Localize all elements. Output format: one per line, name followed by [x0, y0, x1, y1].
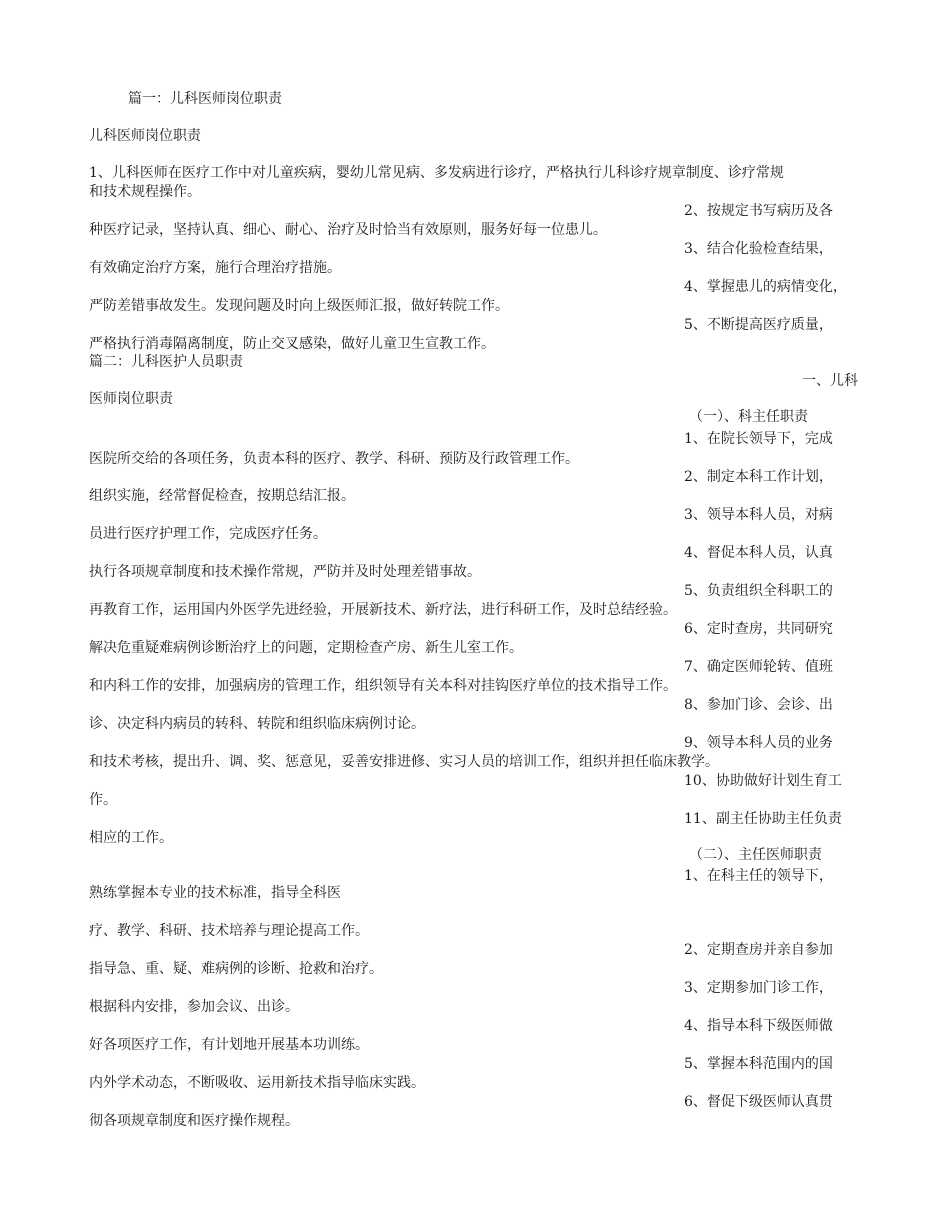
list-item: 4、督促本科人员，认真: [684, 545, 833, 561]
sub-heading: （二）、主任医师职责: [689, 847, 822, 863]
paragraph-line: 和技术考核，提出升、调、奖、惩意见，妥善安排进修、实习人员的培训工作，组织并担任临床教学。: [89, 754, 719, 770]
list-item: 7、确定医师轮转、值班: [684, 659, 833, 675]
list-item: 1、在科主任的领导下，: [684, 868, 833, 884]
paragraph-line: 好各项医疗工作，有计划地开展基本功训练。: [89, 1037, 369, 1053]
paragraph-line: 严格执行消毒隔离制度，防止交叉感染，做好儿童卫生宣教工作。: [89, 336, 495, 352]
list-item: 3、领导本科人员，对病: [684, 507, 833, 523]
paragraph-line: 1、儿科医师在医疗工作中对儿童疾病，婴幼儿常见病、多发病进行诊疗，严格执行儿科诊疗规章制度、诊疗常规: [89, 165, 784, 181]
section-title-2: 篇二：儿科医护人员职责: [89, 354, 243, 370]
section-title-1: 篇一：儿科医师岗位职责: [128, 91, 282, 107]
paragraph-line: 内外学术动态，不断吸收、运用新技术指导临床实践。: [89, 1075, 425, 1091]
list-item: 8、参加门诊、会诊、出: [684, 697, 833, 713]
list-item: 9、领导本科人员的业务: [684, 735, 833, 751]
paragraph-line: 相应的工作。: [89, 830, 173, 846]
section-heading: 一、儿科: [802, 373, 858, 389]
paragraph-line: 种医疗记录，坚持认真、细心、耐心、治疗及时恰当有效原则，服务好每一位患儿。: [89, 222, 607, 238]
paragraph-line: 根据科内安排，参加会议、出诊。: [89, 999, 299, 1015]
list-item: 1、在院长领导下，完成: [684, 431, 833, 447]
list-item: 3、结合化验检查结果，: [684, 241, 833, 257]
paragraph-line: 作。: [89, 792, 117, 808]
list-item: 2、定期查房并亲自参加: [684, 942, 833, 958]
list-item: 5、负责组织全科职工的: [684, 583, 833, 599]
paragraph-line: 严防差错事故发生。发现问题及时向上级医师汇报，做好转院工作。: [89, 298, 509, 314]
paragraph-line: 指导急、重、疑、难病例的诊断、抢救和治疗。: [89, 961, 383, 977]
paragraph-line: 诊、决定科内病员的转科、转院和组织临床病例讨论。: [89, 716, 425, 732]
list-item: 6、督促下级医师认真贯: [684, 1094, 833, 1110]
list-item: 4、指导本科下级医师做: [684, 1018, 833, 1034]
heading: 儿科医师岗位职责: [89, 128, 201, 144]
list-item: 2、制定本科工作计划，: [684, 469, 833, 485]
list-item: 4、掌握患儿的病情变化，: [684, 279, 847, 295]
paragraph-line: 有效确定治疗方案，施行合理治疗措施。: [89, 260, 341, 276]
list-item: 11、副主任协助主任负责: [684, 811, 842, 827]
paragraph-line: 疗、教学、科研、技术培养与理论提高工作。: [89, 923, 369, 939]
paragraph-line: 和技术规程操作。: [89, 184, 201, 200]
heading: 医师岗位职责: [89, 391, 173, 407]
list-item: 5、掌握本科范围内的国: [684, 1056, 833, 1072]
paragraph-line: 再教育工作，运用国内外医学先进经验，开展新技术、新疗法，进行科研工作，及时总结经验。: [89, 602, 677, 618]
paragraph-line: 彻各项规章制度和医疗操作规程。: [89, 1113, 299, 1129]
list-item: 2、按规定书写病历及各: [684, 203, 833, 219]
paragraph-line: 熟练掌握本专业的技术标准，指导全科医: [89, 885, 341, 901]
list-item: 6、定时查房，共同研究: [684, 621, 833, 637]
paragraph-line: 执行各项规章制度和技术操作常规，严防并及时处理差错事故。: [89, 564, 481, 580]
list-item: 3、定期参加门诊工作，: [684, 980, 833, 996]
paragraph-line: 组织实施，经常督促检查，按期总结汇报。: [89, 488, 355, 504]
list-item: 10、协助做好计划生育工: [684, 773, 842, 789]
paragraph-line: 医院所交给的各项任务，负责本科的医疗、教学、科研、预防及行政管理工作。: [89, 451, 579, 467]
paragraph-line: 解决危重疑难病例诊断治疗上的问题，定期检查产房、新生儿室工作。: [89, 640, 523, 656]
list-item: 5、不断提高医疗质量，: [684, 317, 833, 333]
sub-heading: （一）、科主任职责: [689, 409, 808, 425]
paragraph-line: 员进行医疗护理工作，完成医疗任务。: [89, 526, 327, 542]
paragraph-line: 和内科工作的安排，加强病房的管理工作，组织领导有关本科对挂钩医疗单位的技术指导工作。: [89, 678, 677, 694]
